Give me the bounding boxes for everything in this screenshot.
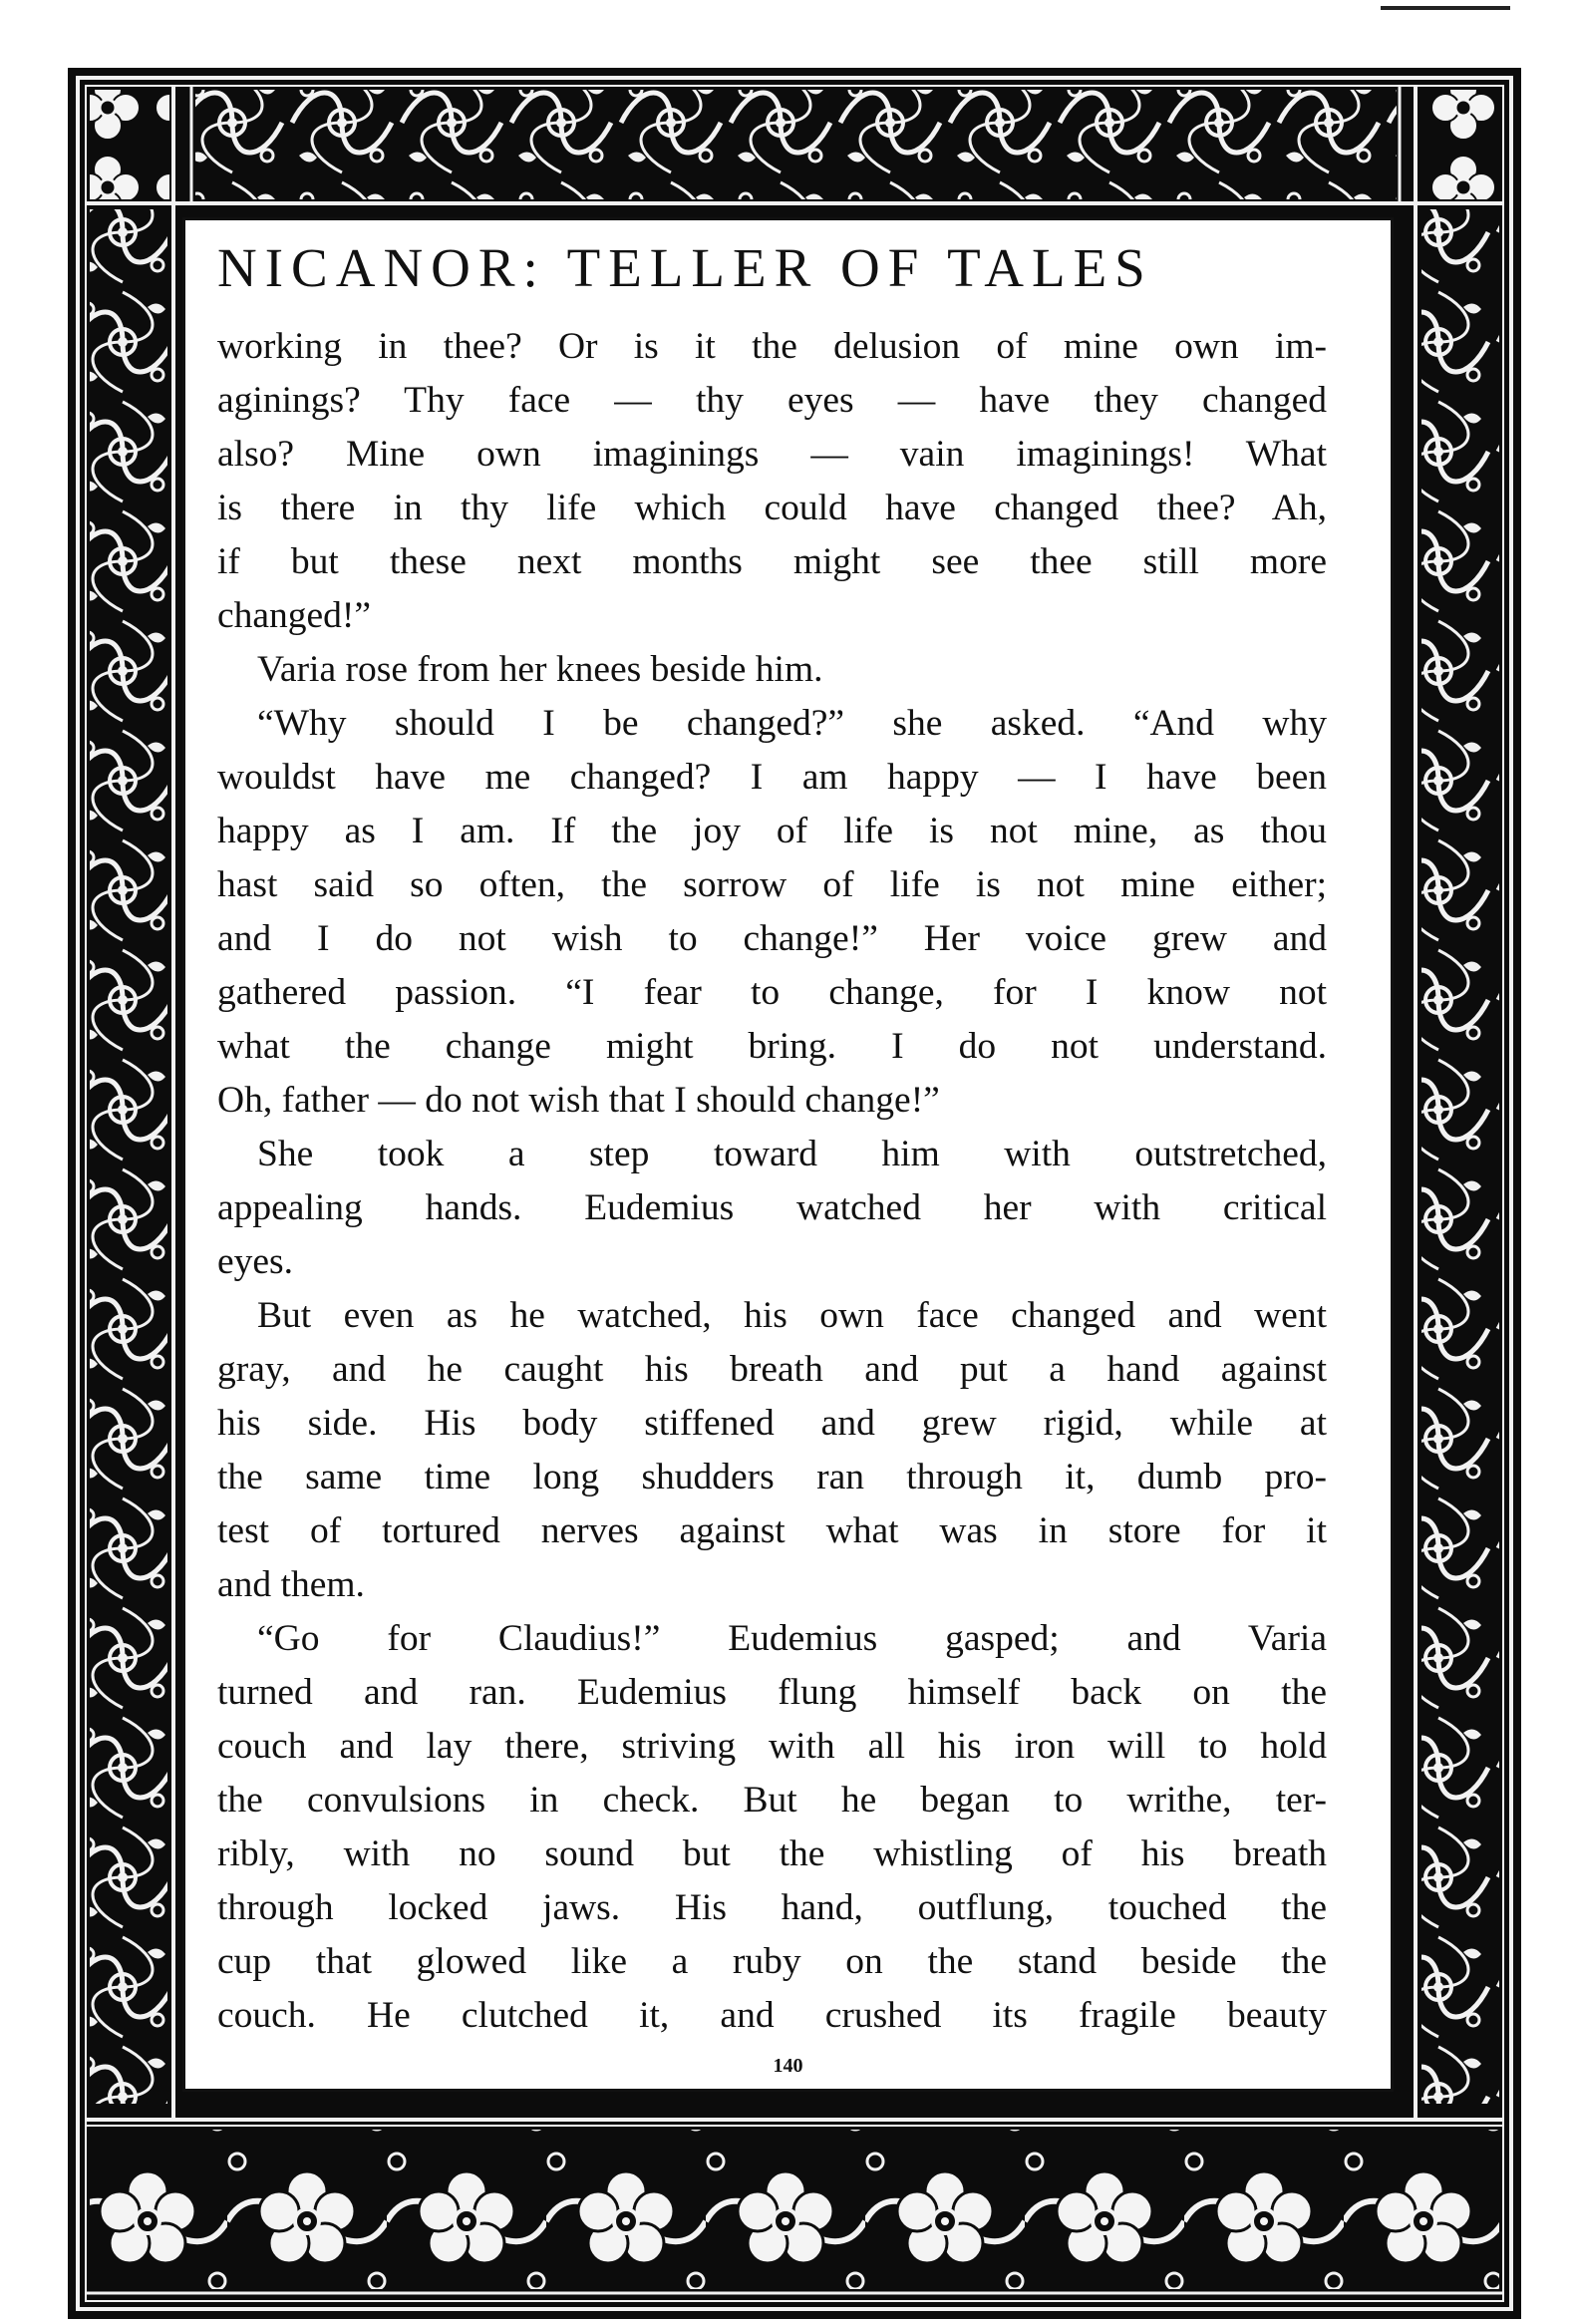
text-line: hast said so often, the sorrow of life is not mine either; xyxy=(217,864,1327,905)
text-line: She took a step toward him with outstretched, xyxy=(257,1134,1327,1174)
text-line: the convulsions in check. But he began to writhe, ter- xyxy=(217,1780,1327,1821)
text-line: couch. He clutched it, and crushed its fragile beauty xyxy=(217,1995,1327,2036)
text-line: the same time long shudders ran through it, dumb pro- xyxy=(217,1457,1327,1497)
text-line: appealing hands. Eudemius watched her with critical xyxy=(217,1187,1327,1228)
top-rule xyxy=(1381,6,1510,10)
page-number: 140 xyxy=(773,2055,803,2077)
ornamental-border xyxy=(68,68,1521,2319)
text-line: if but these next months might see thee still more xyxy=(217,541,1327,582)
text-line: working in thee? Or is it the delusion of mine own im- xyxy=(217,326,1327,367)
text-panel xyxy=(182,217,1394,2092)
text-line: turned and ran. Eudemius flung himself back on the xyxy=(217,1672,1327,1713)
text-line: and I do not wish to change!” Her voice grew and xyxy=(217,918,1327,959)
text-line: Varia rose from her knees beside him. xyxy=(257,649,823,690)
text-line: test of tortured nerves against what was in store for it xyxy=(217,1510,1327,1551)
page-title: NICANOR: TELLER OF TALES xyxy=(217,237,1153,298)
text-line: is there in thy life which could have changed thee? Ah, xyxy=(217,488,1327,528)
text-line: couch and lay there, striving with all his iron will to hold xyxy=(217,1726,1327,1767)
body-text xyxy=(217,320,1327,2043)
text-line: “Go for Claudius!” Eudemius gasped; and Varia xyxy=(257,1618,1327,1659)
text-line: But even as he watched, his own face changed and went xyxy=(257,1295,1327,1336)
text-line: what the change might bring. I do not understand. xyxy=(217,1026,1327,1067)
text-line: through locked jaws. His hand, outflung, touched the xyxy=(217,1887,1327,1928)
text-line: ribly, with no sound but the whistling of his breath xyxy=(217,1833,1327,1874)
text-line: gathered passion. “I fear to change, for I know not xyxy=(217,972,1327,1013)
text-line: aginings? Thy face — thy eyes — have they changed xyxy=(217,380,1327,421)
text-line: changed!” xyxy=(217,595,372,636)
text-line: and them. xyxy=(217,1564,365,1605)
text-line: Oh, father — do not wish that I should change!” xyxy=(217,1080,940,1121)
text-line: “Why should I be changed?” she asked. “And why xyxy=(257,703,1327,744)
text-line: eyes. xyxy=(217,1241,294,1282)
text-line: gray, and he caught his breath and put a hand against xyxy=(217,1349,1327,1390)
text-line: also? Mine own imaginings — vain imaginings! What xyxy=(217,434,1327,475)
text-line: his side. His body stiffened and grew rigid, while at xyxy=(217,1403,1327,1444)
text-line: happy as I am. If the joy of life is not mine, as thou xyxy=(217,811,1327,851)
text-line: wouldst have me changed? I am happy — I have been xyxy=(217,757,1327,798)
text-line: cup that glowed like a ruby on the stand beside the xyxy=(217,1941,1327,1982)
